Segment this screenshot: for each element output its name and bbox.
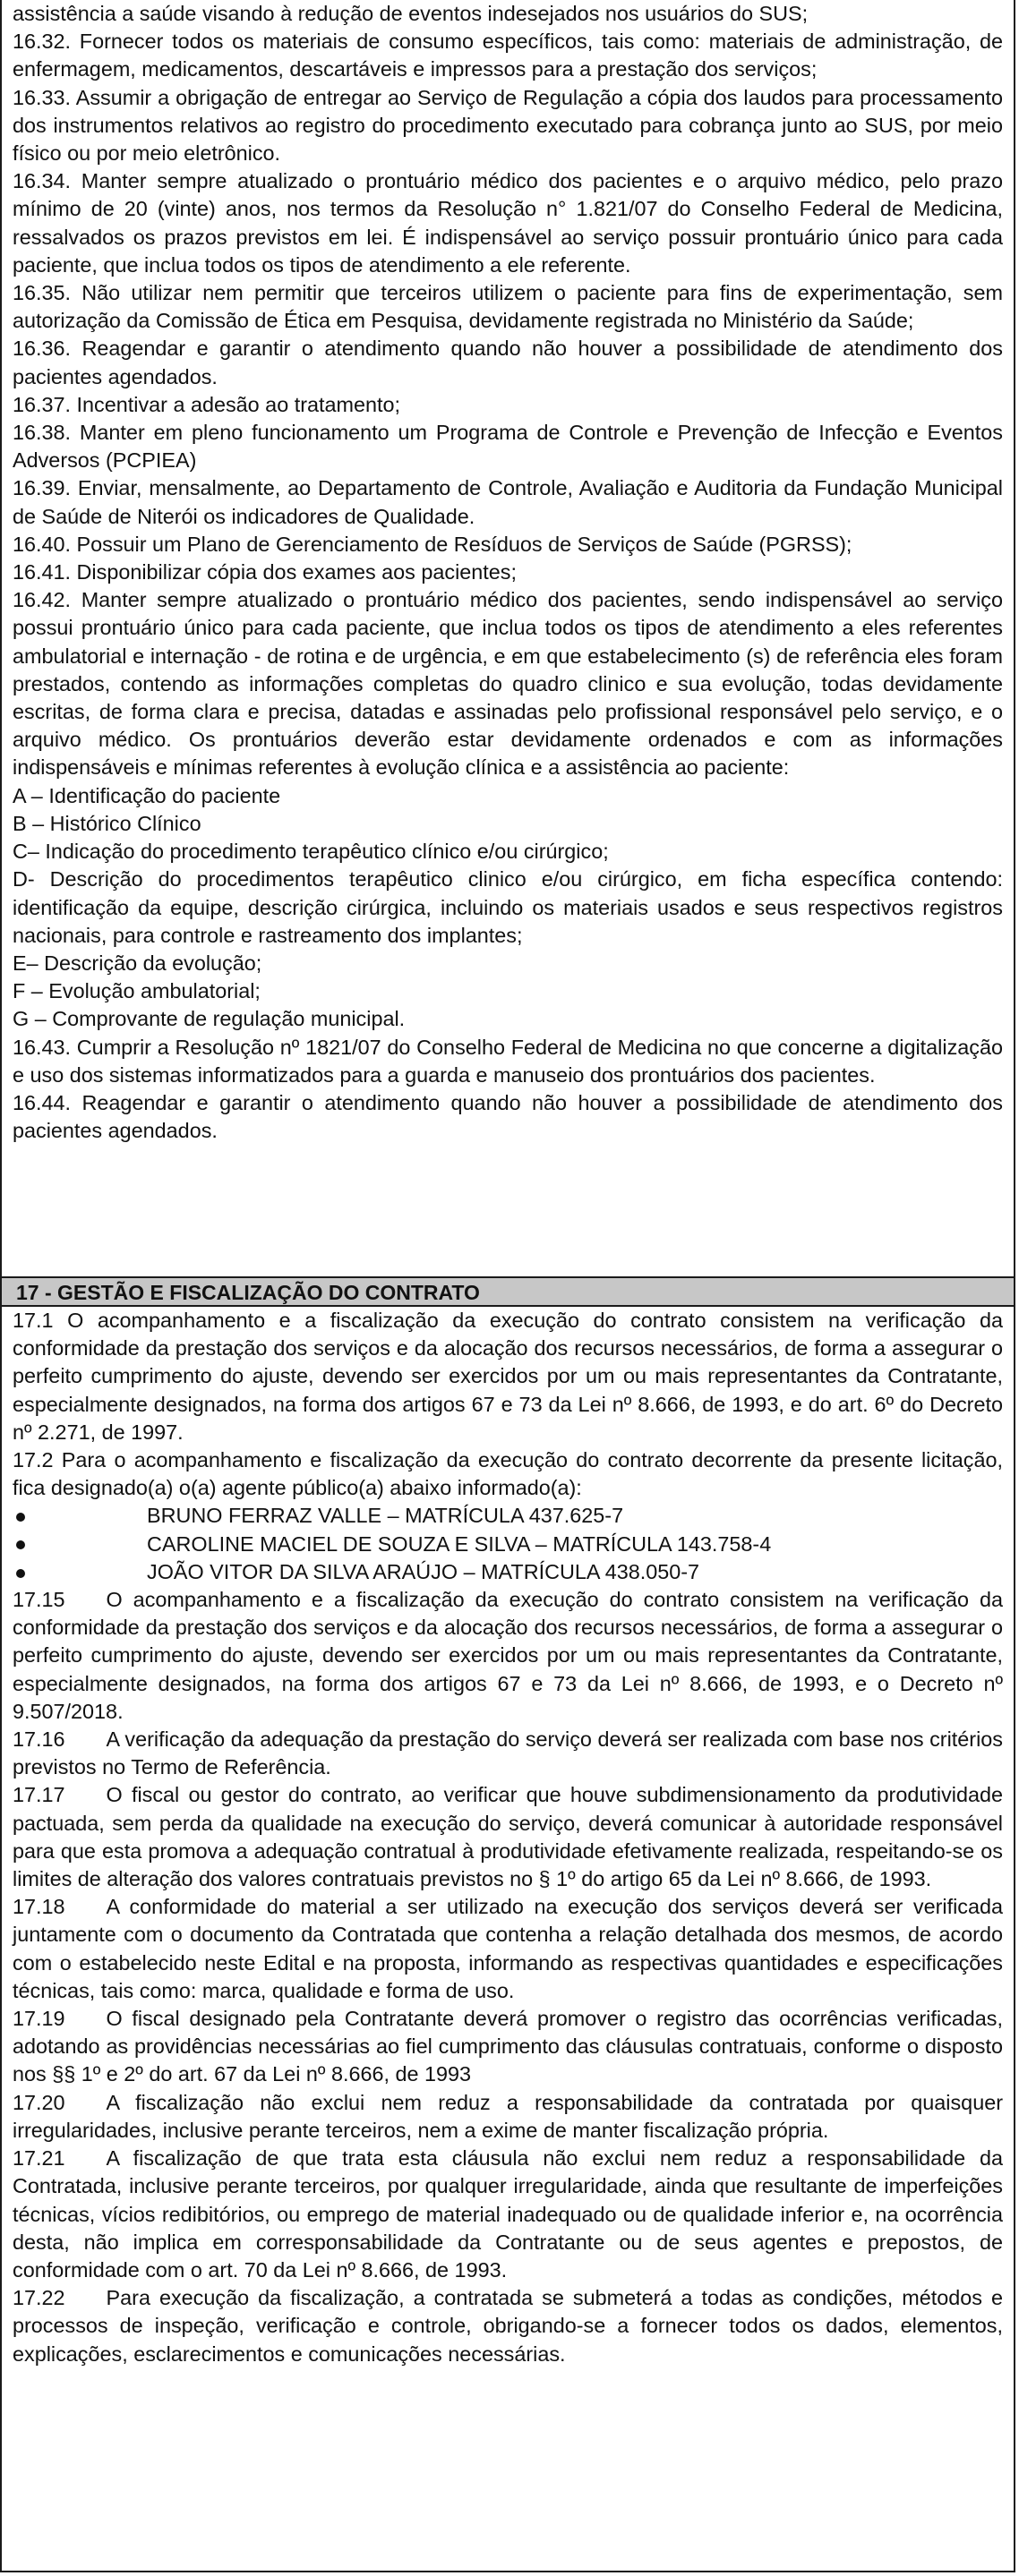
paragraph: 16.36. Reagendar e garantir o atendimento quando não houver a possibilidade de atendimento dos pacientes agendados. <box>13 337 1003 388</box>
paragraph: 16.35. Não utilizar nem permitir que terceiros utilizem o paciente para fins de experimentação, sem autorização da Comissão de Ética em Pesquisa, devidamente registrada no Ministério da Saúde; <box>13 281 1003 333</box>
clause-text: A verificação da adequação da prestação do serviço deverá ser realizada com base nos critérios previstos no Termo de Referência. <box>13 1727 1003 1779</box>
list-item: G – Comprovante de regulação municipal. <box>13 1007 406 1031</box>
clause-number: 17.15 <box>13 1588 65 1612</box>
obligations-cell <box>2 0 1014 1278</box>
agent-list-item <box>13 1558 1003 1586</box>
clause <box>13 2005 1003 2089</box>
paragraph: 16.44. Reagendar e garantir o atendimento quando não houver a possibilidade de atendimento dos pacientes agendados. <box>13 1090 1003 1143</box>
paragraph: 17.1 O acompanhamento e a fiscalização da execução do contrato consistem na verificação da conformidade da prestação dos serviços e da alocação dos recursos necessários, de forma a assegurar o perfeito cumprimento do ajuste, devendo ser exercidos por um ou mais representantes da Contratante, especialmente designados, na forma dos artigos 67 e 73 da Lei nº 8.666, de 1993, e do art. 6º do Decreto nº 2.271, de 1997. <box>13 1309 1003 1444</box>
list-item: D- Descrição do procedimentos terapêutico clinico e/ou cirúrgico, em ficha específica contendo: identificação da equipe, descrição cirúrgica, incluindo os materiais usados e seus respectivos registros nacionais, para controle e rastreamento dos implantes; <box>13 867 1003 947</box>
clause-text: O fiscal ou gestor do contrato, ao verificar que houve subdimensionamento da produtividade pactuada, sem perda da qualidade na execução do serviço, deverá comunicar à autoridade responsável para que esta promova a adequação contratual à produtividade efetivamente realizada, respeitando-se os limites de alteração dos valores contratuais previstos no § 1º do artigo 65 da Lei nº 8.666, de 1993. <box>13 1783 1003 1891</box>
clause-number: 17.21 <box>13 2146 65 2171</box>
paragraph: 16.41. Disponibilizar cópia dos exames aos pacientes; <box>13 560 517 584</box>
list-item: F – Evolução ambulatorial; <box>13 979 261 1003</box>
list-item: E– Descrição da evolução; <box>13 951 262 975</box>
clause <box>13 1726 1003 1781</box>
paragraph: 16.38. Manter em pleno funcionamento um Programa de Controle e Prevenção de Infecção e Eventos Adversos (PCPIEA) <box>13 421 1003 473</box>
clause-number: 17.16 <box>13 1727 65 1752</box>
agent-name: CAROLINE MACIEL DE SOUZA E SILVA – MATRÍCULA 143.758-4 <box>147 1531 772 1556</box>
paragraph: 16.37. Incentivar a adesão ao tratamento; <box>13 392 401 416</box>
paragraph: 16.40. Possuir um Plano de Gerenciamento de Resíduos de Serviços de Saúde (PGRSS); <box>13 532 852 556</box>
list-item: C– Indicação do procedimento terapêutico clínico e/ou cirúrgico; <box>13 840 609 864</box>
clause-number: 17.17 <box>13 1783 65 1807</box>
bullet-icon <box>13 1558 147 1586</box>
clause-number: 17.20 <box>13 2090 65 2114</box>
paragraph: 17.2 Para o acompanhamento e fiscalização da execução do contrato decorrente da presente licitação, fica designado(a) o(a) agente público(a) abaixo informado(a): <box>13 1448 1003 1500</box>
section-heading: 17 - GESTÃO E FISCALIZAÇÃO DO CONTRATO <box>2 1278 1014 1307</box>
clause-number: 17.22 <box>13 2286 65 2310</box>
paragraph: 16.34. Manter sempre atualizado o prontuário médico dos pacientes e o arquivo médico, pelo prazo mínimo de 20 (vinte) anos, nos termos da Resolução n° 1.821/07 do Conselho Federal de Medicina, ressalvados os prazos previstos em lei. É indispensável ao serviço possuir prontuário único para cada paciente, que inclua todos os tipos de atendimento a ele referente. <box>13 169 1003 277</box>
clause-text: O fiscal designado pela Contratante deverá promover o registro das ocorrências verificadas, adotando as providências necessárias ao fiel cumprimento das cláusulas contratuais, conforme o disposto nos §§ 1º e 2º do art. 67 da Lei nº 8.666, de 1993 <box>13 2007 1003 2086</box>
paragraph: 16.43. Cumprir a Resolução nº 1821/07 do Conselho Federal de Medicina no que concerne a digitalização e uso dos sistemas informatizados para a guarda e manuseio dos prontuários dos pacientes. <box>13 1035 1003 1087</box>
clause-number: 17.19 <box>13 2007 65 2031</box>
paragraph: 16.42. Manter sempre atualizado o prontuário médico dos pacientes, sendo indispensável ao serviço possui prontuário único para cada paciente, que inclua todos os tipos de atendimento a eles referentes ambulatorial e internação - de rotina e de urgência, e em que estabelecimento (s) de referência eles foram prestados, contendo as informações completas do quadro clinico e sua evolução, todas devidamente escritas, de forma clara e precisa, datadas e assinadas pelo profissional responsável pelo serviço, e o arquivo médico. Os prontuários deverão estar devidamente ordenados e com as informações indispensáveis e mínimas referentes à evolução clínica e a assistência ao paciente: <box>13 588 1003 780</box>
clause <box>13 2284 1003 2368</box>
agent-name: JOÃO VITOR DA SILVA ARAÚJO – MATRÍCULA 438.050-7 <box>147 1559 700 1583</box>
clause-text: Para execução da fiscalização, a contratada se submeterá a todas as condições, métodos e processos de inspeção, verificação e controle, obrigando-se a fornecer todos os dados, elementos, explicações, esclarecimentos e comunicações necessárias. <box>13 2286 1003 2366</box>
clause <box>13 2089 1003 2145</box>
clause-number: 17.18 <box>13 1895 65 1919</box>
clause <box>13 1893 1003 2005</box>
list-item: A – Identificação do paciente <box>13 783 281 807</box>
clause-text: O acompanhamento e a fiscalização da execução do contrato consistem na verificação da conformidade da prestação dos serviços e da alocação dos recursos necessários, de forma a assegurar o perfeito cumprimento do ajuste, devendo ser exercidos por um ou mais representantes da Contratante, especialmente designados, na forma dos artigos 67 e 73 da Lei nº 8.666, de 1993, e o Decreto nº 9.507/2018. <box>13 1588 1003 1723</box>
bullet-icon <box>13 1502 147 1530</box>
clause <box>13 1781 1003 1893</box>
bullet-icon <box>13 1531 147 1558</box>
agent-name: BRUNO FERRAZ VALLE – MATRÍCULA 437.625-7 <box>147 1504 624 1528</box>
list-item: B – Histórico Clínico <box>13 811 201 835</box>
clause <box>13 1586 1003 1726</box>
agent-list-item <box>13 1502 1003 1530</box>
paragraph: assistência a saúde visando à redução de eventos indesejados nos usuários do SUS; <box>13 2 809 25</box>
clause-text: A fiscalização não exclui nem reduz a responsabilidade da contratada por quaisquer irregularidades, inclusive perante terceiros, nem a exime de manter fiscalização própria. <box>13 2090 1003 2142</box>
clause <box>13 2145 1003 2284</box>
paragraph: 16.39. Enviar, mensalmente, ao Departamento de Controle, Avaliação e Auditoria da Fundação Municipal de Saúde de Niterói os indicadores de Qualidade. <box>13 476 1003 528</box>
paragraph: 16.33. Assumir a obrigação de entregar ao Serviço de Regulação a cópia dos laudos para processamento dos instrumentos relativos ao registro do procedimento executado para cobrança junto ao SUS, por meio físico ou por meio eletrônico. <box>13 85 1003 166</box>
paragraph: 16.32. Fornecer todos os materiais de consumo específicos, tais como: materiais de administração, de enfermagem, medicamentos, descartáveis e impressos para a prestação dos serviços; <box>13 30 1003 81</box>
contract-management-cell <box>2 1307 1014 2368</box>
agent-list-item <box>13 1531 1003 1558</box>
clause-text: A conformidade do material a ser utilizado na execução dos serviços deverá ser verificada juntamente com o documento da Contratada que contenha a relação detalhada dos mesmos, de acordo com o estabelecido neste Edital e na proposta, informando as respectivas quantidades e especificações técnicas, tais como: marca, qualidade e forma de uso. <box>13 1895 1003 2002</box>
clause-text: A fiscalização de que trata esta cláusula não exclui nem reduz a responsabilidade da Contratada, inclusive perante terceiros, por qualquer irregularidade, ainda que resultante de imperfeições técnicas, vícios redibitórios, ou emprego de material inadequado ou de qualidade inferior e, na ocorrência desta, não implica em corresponsabilidade da Contratante ou de seus agentes e prepostos, de conformidade com o art. 70 da Lei nº 8.666, de 1993. <box>13 2146 1003 2282</box>
